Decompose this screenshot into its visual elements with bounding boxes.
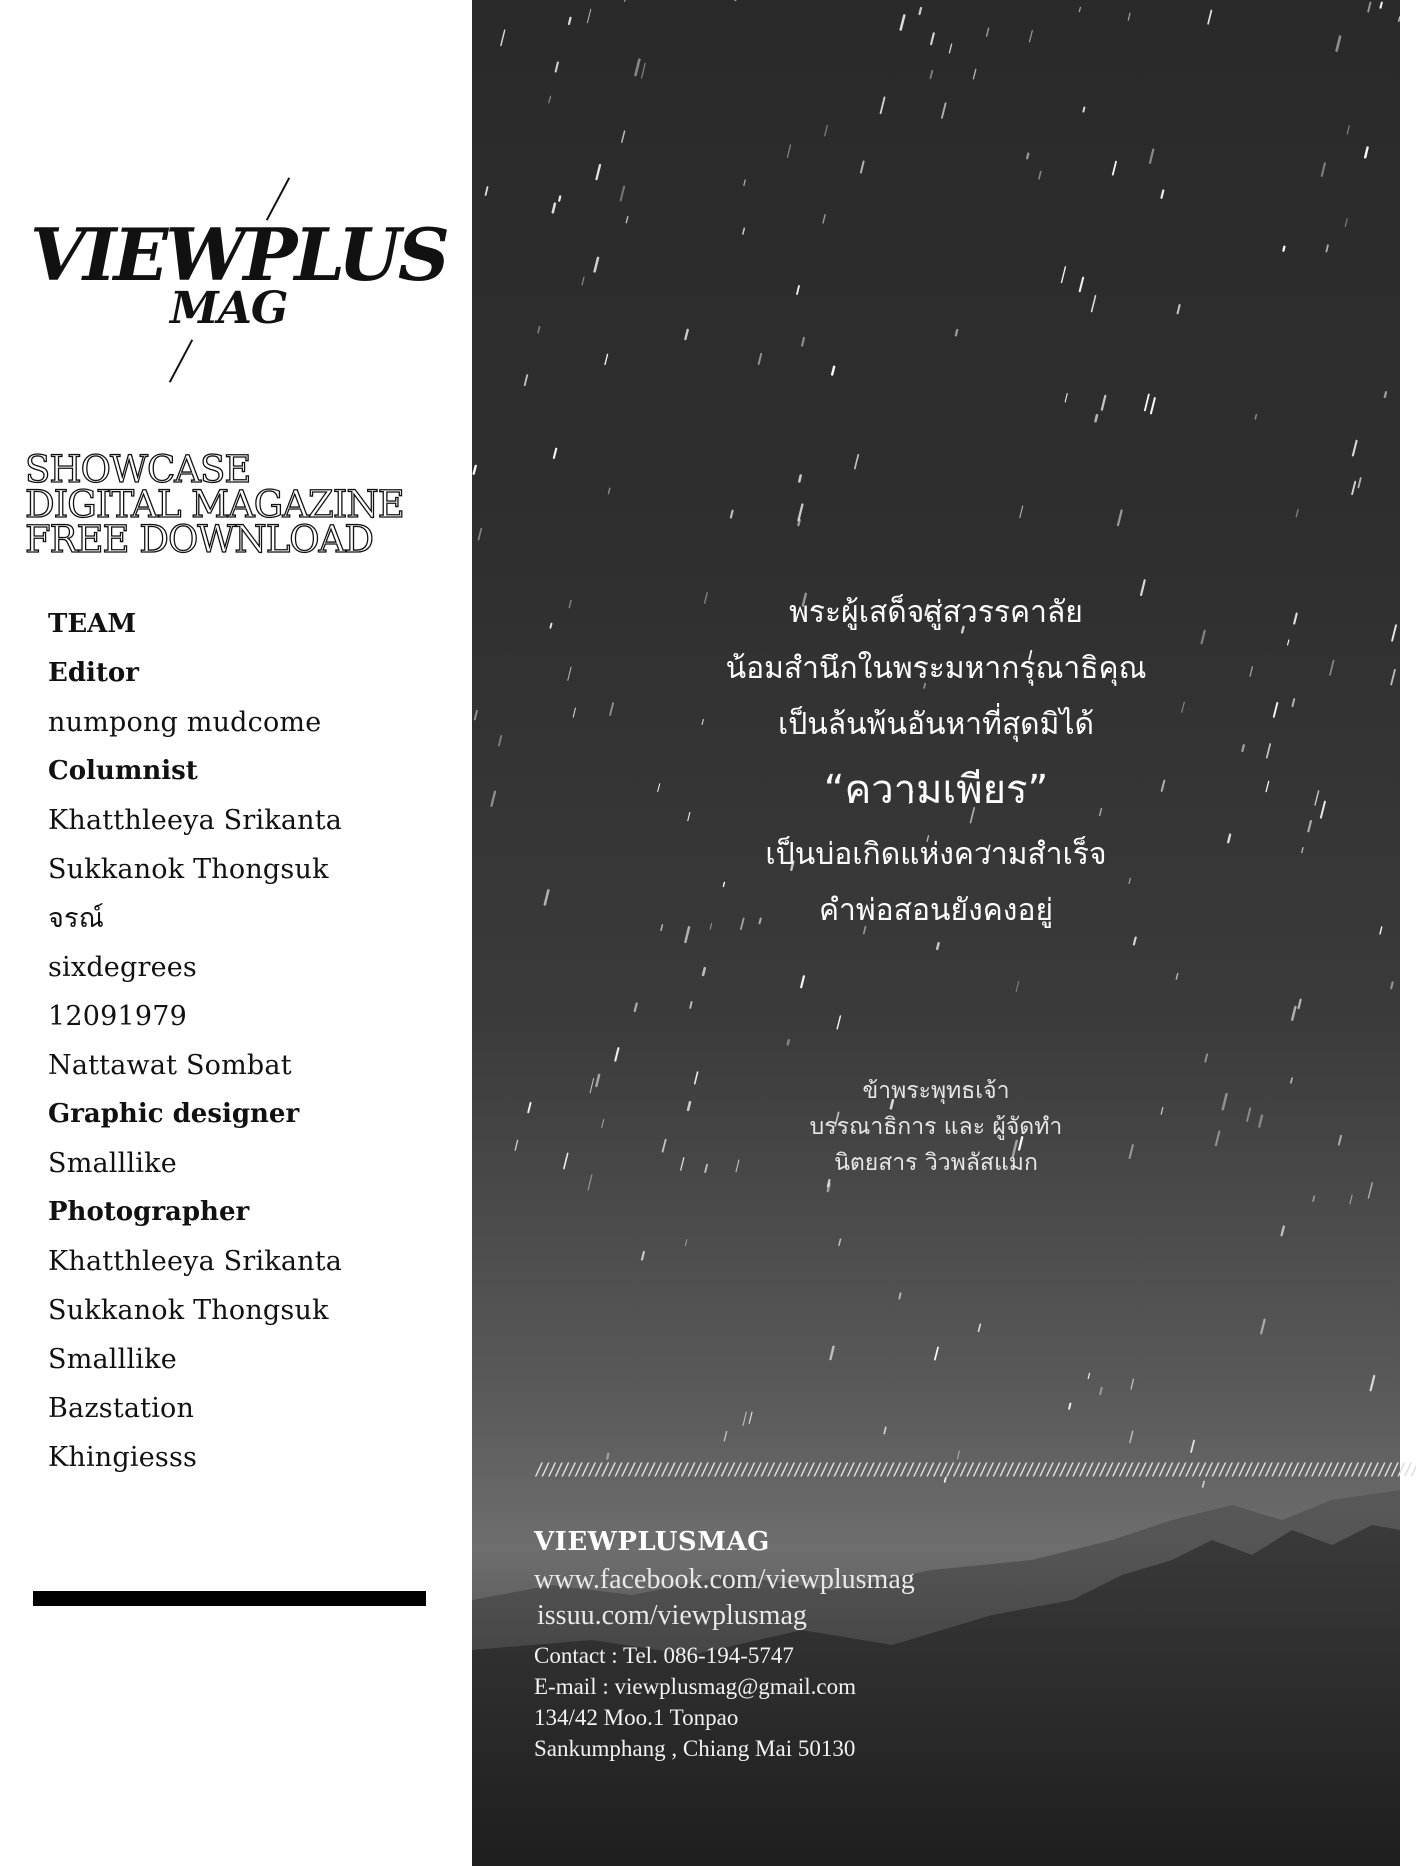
star-trail xyxy=(1027,154,1028,159)
columnist-name: sixdegrees xyxy=(48,952,197,983)
poem-line: คำพ่อสอนยังคงอยู่ xyxy=(818,893,1054,928)
columnist-name: Khatthleeya Srikanta xyxy=(48,805,343,836)
star-trail xyxy=(828,1184,830,1191)
star-trail xyxy=(1282,1227,1284,1236)
star-trail xyxy=(797,286,799,294)
star-trail xyxy=(615,1048,618,1060)
star-trail xyxy=(837,1016,840,1029)
star-trail xyxy=(1016,982,1019,992)
tribute-poem xyxy=(472,585,1400,939)
star-trail xyxy=(597,165,601,179)
star-trail xyxy=(1345,219,1347,227)
poem-signature xyxy=(472,1073,1400,1181)
star-trail xyxy=(899,1293,900,1298)
graphic-designer-label: Graphic designer xyxy=(48,1099,300,1129)
star-trail xyxy=(1151,398,1155,413)
star-trail xyxy=(1083,108,1084,112)
columnist-name: จรณ์ xyxy=(48,903,104,934)
star-trail xyxy=(881,98,885,114)
contact-brand: VIEWPLUSMAG xyxy=(534,1527,770,1557)
star-trail xyxy=(605,354,608,364)
tagline-line: DIGITAL MAGAZINE xyxy=(25,483,404,526)
star-trail xyxy=(569,18,571,24)
star-trail xyxy=(802,338,804,346)
star-trail xyxy=(1292,1007,1295,1020)
star-trail xyxy=(973,69,975,79)
star-trail xyxy=(801,976,804,987)
star-trail xyxy=(920,8,922,14)
star-trail xyxy=(1368,1183,1372,1198)
star-trail xyxy=(1191,1441,1194,1452)
contact-email[interactable]: E-mail : viewplusmag@gmail.com xyxy=(534,1674,857,1699)
star-trail xyxy=(554,449,556,458)
issuu-link[interactable]: issuu.com/viewplusmag xyxy=(537,1600,807,1631)
star-trail xyxy=(1371,1376,1375,1390)
editor-label: Editor xyxy=(48,658,139,688)
star-trail xyxy=(724,1432,726,1441)
star-trail xyxy=(884,1427,886,1433)
contact-address-line: 134/42 Moo.1 Tonpao xyxy=(534,1705,739,1730)
poem-highlight: “ความเพียร” xyxy=(823,767,1049,813)
star-trail xyxy=(1150,150,1153,163)
star-trail xyxy=(525,375,528,385)
star-trail xyxy=(1399,17,1400,21)
star-trail xyxy=(486,187,488,195)
star-trail xyxy=(1096,415,1098,421)
star-trail xyxy=(538,327,539,333)
star-trail xyxy=(949,44,951,53)
star-trail xyxy=(744,180,745,185)
star-trail xyxy=(587,9,590,22)
star-trail xyxy=(1088,1373,1089,1378)
columnist-label: Columnist xyxy=(48,756,198,786)
graphic-designer-name: Smalllike xyxy=(48,1148,177,1179)
star-trail xyxy=(937,943,938,949)
tagline-line: FREE DOWNLOAD xyxy=(25,518,374,561)
signature-line: นิตยสาร วิวพลัสแมก xyxy=(834,1150,1038,1176)
star-trail xyxy=(1130,1431,1133,1442)
star-trail xyxy=(1118,511,1122,526)
star-trail xyxy=(942,103,946,118)
star-trail xyxy=(1062,267,1066,283)
star-trail xyxy=(956,330,957,335)
star-trail xyxy=(1352,482,1355,494)
star-trail xyxy=(685,1240,687,1246)
logo-title: VIEWPLUS xyxy=(30,212,447,297)
star-trail xyxy=(625,0,628,1)
tagline-line: SHOWCASE xyxy=(25,448,251,491)
star-trail xyxy=(642,1252,644,1260)
team-heading: TEAM xyxy=(48,609,137,639)
star-trail xyxy=(1178,305,1180,313)
star-trail xyxy=(839,1239,841,1245)
star-trail xyxy=(622,131,625,142)
poem-line: พระผู้เสด็จสู่สวรรคาลัย xyxy=(789,595,1083,630)
poem-line: เป็นล้นพ้นอันหาที่สุดมิได้ xyxy=(777,707,1095,742)
star-trail xyxy=(553,204,555,213)
star-trail xyxy=(759,354,762,364)
star-trail xyxy=(799,505,803,521)
star-trail xyxy=(607,1454,608,1459)
star-trail xyxy=(1205,1054,1207,1061)
facebook-link[interactable]: www.facebook.com/viewplusmag xyxy=(534,1564,915,1595)
black-divider-bar xyxy=(33,1591,426,1606)
star-trail xyxy=(901,15,905,29)
contact-block xyxy=(534,1522,915,1764)
tagline xyxy=(25,448,404,561)
star-trail xyxy=(1365,148,1367,158)
star-trail xyxy=(731,511,733,518)
star-trail xyxy=(825,125,828,135)
star-trail xyxy=(749,1412,752,1423)
star-trail xyxy=(582,277,584,285)
star-trail xyxy=(685,330,687,339)
logo-slash-bottom xyxy=(169,339,193,382)
star-trail xyxy=(1203,1482,1204,1487)
star-trail xyxy=(1368,3,1370,12)
star-trail xyxy=(1145,395,1149,411)
star-trail xyxy=(935,1348,938,1360)
star-trail xyxy=(1381,3,1382,8)
star-trail xyxy=(1039,172,1041,179)
star-trail xyxy=(743,1412,746,1425)
star-trail xyxy=(1350,1195,1352,1204)
contact-phone: Contact : Tel. 086-194-5747 xyxy=(534,1643,794,1668)
star-trail xyxy=(501,30,505,45)
team-credits xyxy=(48,600,342,1482)
star-trail xyxy=(549,96,551,102)
star-trail xyxy=(642,63,646,78)
star-trail xyxy=(743,228,744,234)
photographer-name: Sukkanok Thongsuk xyxy=(48,1295,329,1326)
star-trail xyxy=(1337,37,1341,51)
star-trail xyxy=(831,1347,834,1359)
star-trail xyxy=(1128,13,1130,20)
star-trail xyxy=(823,215,825,223)
star-trail xyxy=(1391,982,1392,988)
star-trail xyxy=(930,71,932,78)
star-trail xyxy=(1131,1379,1133,1389)
star-trail xyxy=(1069,1404,1070,1409)
star-trail xyxy=(1358,478,1360,487)
star-trail xyxy=(1326,245,1328,251)
photographer-name: Bazstation xyxy=(48,1393,195,1424)
photographer-label: Photographer xyxy=(48,1197,250,1227)
star-trail xyxy=(1299,1000,1301,1008)
star-trail xyxy=(1102,396,1105,410)
credits-column xyxy=(0,0,472,1866)
photographer-name: Smalllike xyxy=(48,1344,177,1375)
columnist-name: Sukkanok Thongsuk xyxy=(48,854,329,885)
star-trail xyxy=(1322,163,1325,176)
star-trail xyxy=(1353,441,1357,456)
star-trail xyxy=(1080,278,1083,292)
star-trail xyxy=(595,258,598,272)
star-trail xyxy=(1208,11,1211,24)
star-trail xyxy=(931,33,934,44)
editor-name: numpong mudcome xyxy=(48,707,322,738)
star-trail xyxy=(1030,31,1033,42)
star-trail xyxy=(1261,1320,1264,1334)
star-trail xyxy=(636,60,640,75)
photographer-name: Khingiesss xyxy=(48,1442,198,1473)
star-trail xyxy=(1347,126,1349,134)
star-trail xyxy=(626,217,628,223)
logo-subtitle: MAG xyxy=(170,283,288,334)
night-sky-panel xyxy=(472,0,1416,1866)
star-trail xyxy=(1079,7,1080,11)
star-trail xyxy=(1283,247,1284,251)
star-trail xyxy=(987,28,989,36)
star-trail xyxy=(1296,510,1298,517)
star-trail xyxy=(1385,392,1386,397)
star-trail xyxy=(799,476,800,482)
signature-line: บรรณาธิการ และ ผู้จัดทำ xyxy=(809,1114,1063,1140)
star-trail xyxy=(979,1324,981,1331)
star-trail xyxy=(1092,296,1096,312)
star-trail xyxy=(1313,1196,1314,1201)
columnist-name: 12091979 xyxy=(48,1001,188,1032)
star-trail xyxy=(832,367,834,375)
star-trail xyxy=(479,529,482,540)
poem-line: น้อมสำนึกในพระมหากรุณาธิคุณ xyxy=(725,651,1147,686)
star-trail xyxy=(1020,506,1023,518)
star-trail xyxy=(621,187,624,201)
columnist-name: Nattawat Sombat xyxy=(48,1050,292,1081)
star-trail xyxy=(1113,162,1116,175)
star-trail xyxy=(690,1002,691,1008)
star-trail xyxy=(556,63,558,72)
star-trail xyxy=(609,488,610,493)
star-trail xyxy=(474,466,476,474)
star-trail xyxy=(958,1451,960,1459)
star-trail xyxy=(788,145,791,157)
photographer-name: Khatthleeya Srikanta xyxy=(48,1246,343,1277)
star-trail xyxy=(1100,1388,1102,1394)
poem-line: เป็นบ่อเกิดแห่งความสำเร็จ xyxy=(765,837,1107,872)
star-trail xyxy=(635,1004,637,1012)
star-trail xyxy=(1176,974,1177,980)
viewplus-logo xyxy=(30,175,447,385)
contact-address-line: Sankumphang , Chiang Mai 50130 xyxy=(534,1736,856,1761)
star-trail xyxy=(703,968,705,975)
slash-divider: ///////////////////////////////////////////////////////////////////////////////////////////////////////////////////////////////////// xyxy=(534,1460,1416,1480)
star-trail xyxy=(559,196,560,200)
star-trail xyxy=(788,1040,789,1044)
star-trail xyxy=(861,162,864,173)
star-trail xyxy=(1162,191,1164,198)
star-trail xyxy=(1065,394,1067,402)
signature-line: ข้าพระพุทธเจ้า xyxy=(862,1078,1010,1104)
star-trail xyxy=(855,455,859,469)
star-trail xyxy=(1255,415,1256,419)
